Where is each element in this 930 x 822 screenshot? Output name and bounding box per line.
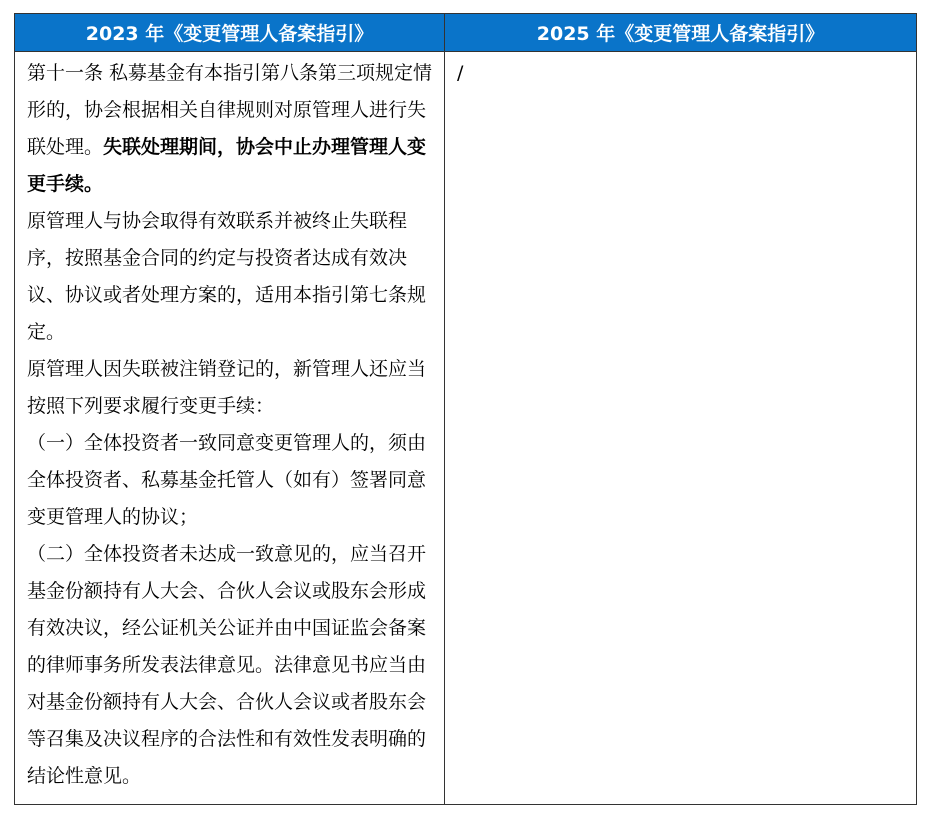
cell-2025-slash: / xyxy=(457,62,464,84)
item-1: （一）全体投资者一致同意变更管理人的，须由全体投资者、私募基金托管人（如有）签署同意变更管理人的协议； xyxy=(27,432,427,528)
cell-2025-content xyxy=(445,52,917,805)
comparison-table xyxy=(14,13,917,805)
table-header xyxy=(15,14,917,52)
article-11-text: 第十一条 私募基金有本指引第八条第三项规定情形的，协会根据相关自律规则对原管理人进行失联处理。 xyxy=(27,62,433,158)
article-11-bold-text: 失联处理期间，协会中止办理管理人变更手续。 xyxy=(27,136,427,195)
paragraph-contact-restored: 原管理人与协会取得有效联系并被终止失联程序，按照基金合同的约定与投资者达成有效决议、协议或者处理方案的，适用本指引第七条规定。 xyxy=(27,210,427,343)
header-2023: 2023 年《变更管理人备案指引》 xyxy=(15,14,445,52)
table-row xyxy=(15,52,917,805)
header-2025: 2025 年《变更管理人备案指引》 xyxy=(445,14,917,52)
paragraph-deregistered: 原管理人因失联被注销登记的，新管理人还应当按照下列要求履行变更手续： xyxy=(27,358,427,417)
cell-2023-content xyxy=(15,52,445,805)
article-11-intro xyxy=(27,55,434,203)
item-2: （二）全体投资者未达成一致意见的，应当召开基金份额持有人大会、合伙人会议或股东会形成有效决议，经公证机关公证并由中国证监会备案的律师事务所发表法律意见。法律意见书应当由对基金份额持有人大会、合伙人会议或者股东会等召集及决议程序的合法性和有效性发表明确的结论性意见。 xyxy=(27,543,427,787)
